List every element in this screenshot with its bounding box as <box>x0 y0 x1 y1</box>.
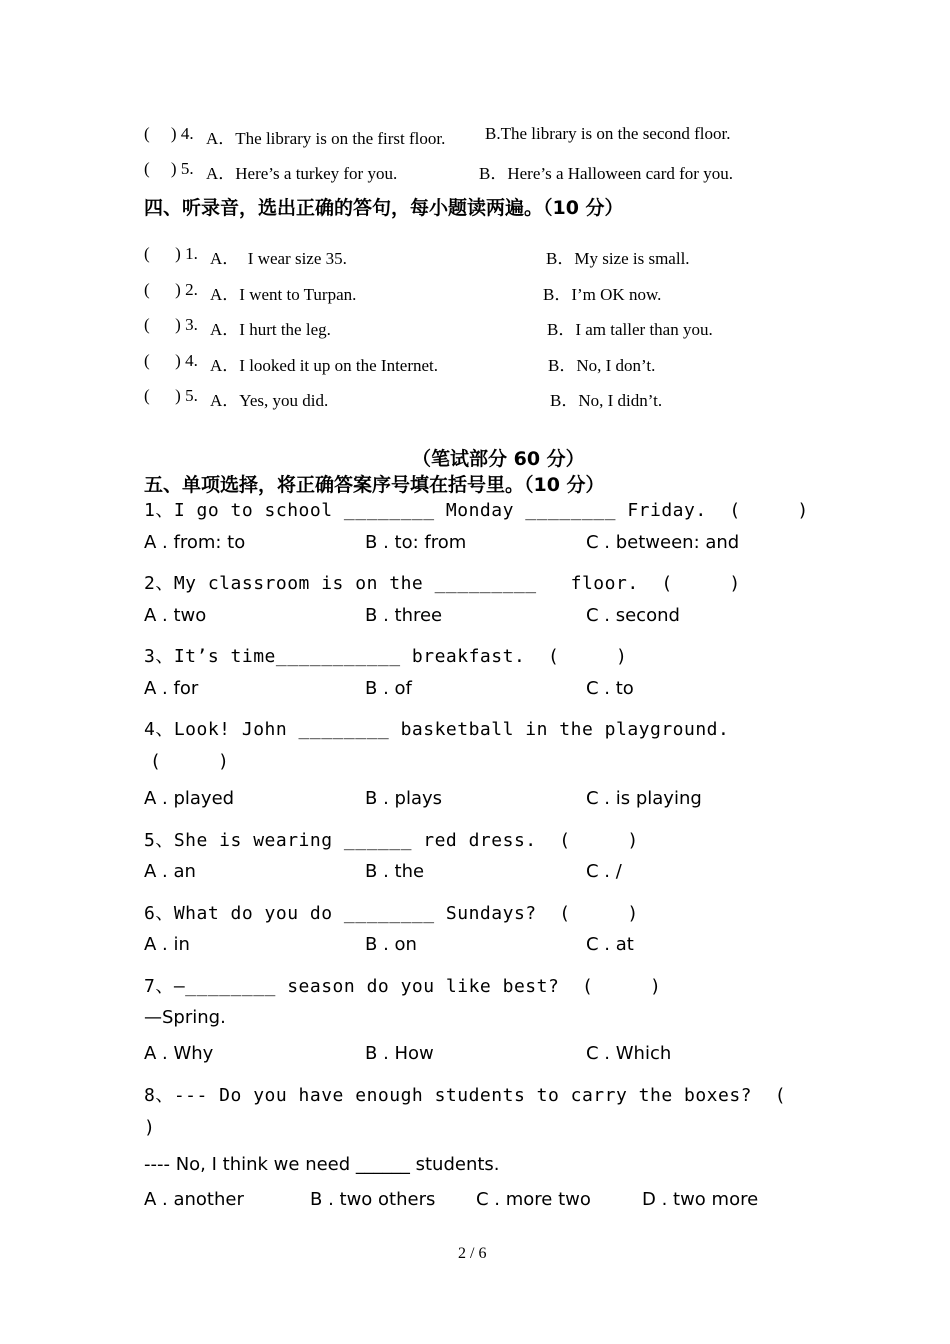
option-a: A . another <box>144 1189 244 1210</box>
q-number: ( ) 4. <box>144 124 194 143</box>
option-b: B . on <box>365 934 417 955</box>
section-heading: 四、听录音，选出正确的答句，每小题读两遍。（10 分） <box>144 197 624 219</box>
option-c: C . is playing <box>586 788 702 809</box>
option-b: B . two others <box>310 1189 436 1210</box>
option-b: B . three <box>365 605 443 626</box>
question-stem: 5、She is wearing ______ red dress. ( ) <box>144 830 639 851</box>
option-b: B.The library is on the second floor. <box>485 124 731 143</box>
question-stem: 8、--- Do you have enough students to carry the boxes? ( <box>144 1085 787 1106</box>
option-b: B．Here’s a Halloween card for you. <box>479 164 733 183</box>
question-stem: 3、It’s time___________ breakfast. ( ) <box>144 646 628 667</box>
option-b: B．No, I didn’t. <box>550 391 663 410</box>
option-b: B . of <box>365 678 412 699</box>
option-a: A．Yes, you did. <box>210 391 329 410</box>
q-number: ( ) 1. <box>144 244 198 263</box>
option-c: C . to <box>586 678 634 699</box>
option-c: C . second <box>586 605 680 626</box>
option-d: D . two more <box>642 1189 759 1210</box>
written-part-title: （笔试部分 60 分） <box>412 448 585 470</box>
option-b: B．No, I don’t. <box>548 356 656 375</box>
answer-bracket: ) <box>144 1117 156 1138</box>
q-number: ( ) 5. <box>144 386 198 405</box>
dialogue-reply: —Spring. <box>144 1007 226 1028</box>
option-c: C . between: and <box>586 532 740 553</box>
option-b: B．I am taller than you. <box>547 320 713 339</box>
option-b: B．My size is small. <box>546 249 690 268</box>
q-number: ( ) 3. <box>144 315 198 334</box>
option-a: A . two <box>144 605 207 626</box>
option-a: A . in <box>144 934 190 955</box>
option-a: A . played <box>144 788 235 809</box>
dialogue-reply: ---- No, I think we need ______ students. <box>144 1154 500 1175</box>
option-b: B．I’m OK now. <box>543 285 662 304</box>
question-stem: 6、What do you do ________ Sundays? ( ) <box>144 903 639 924</box>
option-a: A．The library is on the first floor. <box>206 129 446 148</box>
option-a: A . from: to <box>144 532 246 553</box>
option-a: A . an <box>144 861 196 882</box>
option-a: A． I wear size 35. <box>210 249 347 268</box>
question-stem: 7、—________ season do you like best? ( ) <box>144 976 662 997</box>
q-number: ( ) 5. <box>144 159 194 178</box>
option-c: C . Which <box>586 1043 672 1064</box>
page-number: 2 / 6 <box>458 1245 487 1262</box>
option-c: C . at <box>586 934 634 955</box>
question-stem: 4、Look! John ________ basketball in the playground. <box>144 719 730 740</box>
option-a: A．I looked it up on the Internet. <box>210 356 439 375</box>
option-b: B . to: from <box>365 532 467 553</box>
option-a: A．Here’s a turkey for you. <box>206 164 398 183</box>
option-b: B . How <box>365 1043 434 1064</box>
option-c: C . more two <box>476 1189 591 1210</box>
option-a: A．I went to Turpan. <box>210 285 357 304</box>
option-b: B . plays <box>365 788 443 809</box>
option-b: B . the <box>365 861 425 882</box>
option-a: A．I hurt the leg. <box>210 320 331 339</box>
answer-bracket: ( ) <box>150 751 230 772</box>
option-a: A . for <box>144 678 199 699</box>
section-heading: 五、单项选择，将正确答案序号填在括号里。（10 分） <box>144 474 605 496</box>
q-number: ( ) 4. <box>144 351 198 370</box>
question-stem: 1、I go to school ________ Monday ________ Friday. ( ) <box>144 500 809 521</box>
option-a: A . Why <box>144 1043 214 1064</box>
q-number: ( ) 2. <box>144 280 198 299</box>
option-c: C . / <box>586 861 622 882</box>
question-stem: 2、My classroom is on the _________ floor. ( ) <box>144 573 741 594</box>
